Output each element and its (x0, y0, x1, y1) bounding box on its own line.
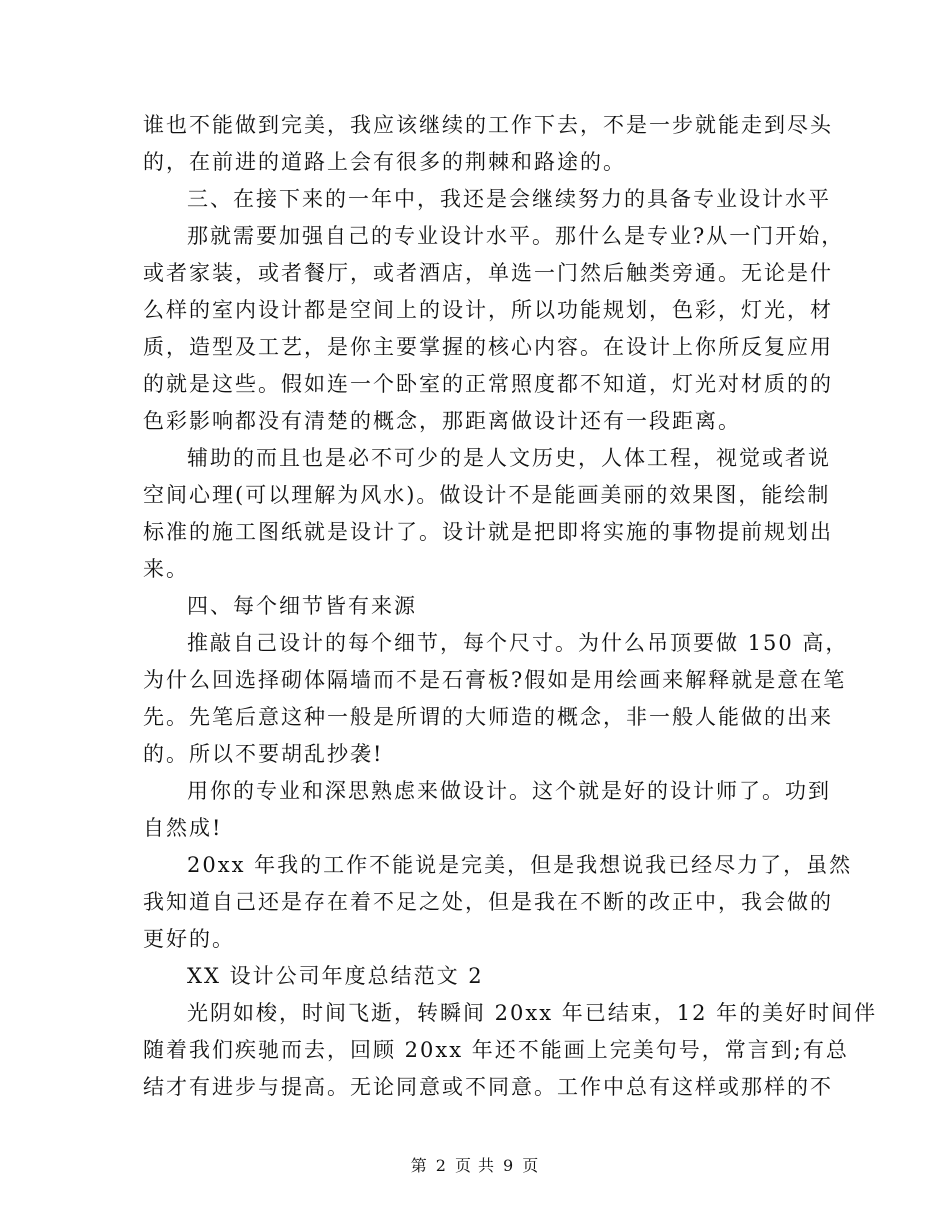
text-line: 为什么回选择砌体隔墙而不是石膏板?假如是用绘画来解释就是意在笔 (143, 668, 847, 692)
text-line: 谁也不能做到完美，我应该继续的工作下去，不是一步就能走到尽头 (143, 113, 833, 137)
paragraph-6 (143, 847, 853, 958)
text-line: 三、在接下来的一年中，我还是会继续努力的具备专业设计水平 (187, 187, 831, 211)
text-line: 先。先笔后意这种一般是所谓的大师造的概念，非一般人能做的出来 (143, 705, 833, 729)
footer-prefix: 第 (410, 1156, 428, 1175)
paragraph-1 (143, 107, 833, 181)
text-line: 的。所以不要胡乱抄袭! (143, 742, 384, 766)
article-title (143, 958, 810, 995)
text-line: 更好的。 (143, 927, 235, 951)
text-line: 自然成! (143, 816, 223, 840)
paragraph-2 (143, 218, 845, 440)
text-line: 质，造型及工艺，是你主要掌握的核心内容。在设计上你所反复应用 (143, 335, 833, 359)
paragraph-5 (143, 773, 831, 847)
document-body (143, 107, 878, 1106)
text-line: 的，在前进的道路上会有很多的荆棘和路途的。 (143, 150, 626, 174)
text-line: 结才有进步与提高。无论同意或不同意。工作中总有这样或那样的不 (143, 1075, 833, 1099)
text-line: 推敲自己设计的每个细节，每个尺寸。为什么吊顶要做 150 高， (187, 631, 849, 655)
text-line: 20xx 年我的工作不能说是完美，但是我想说我已经尽力了，虽然 (187, 853, 853, 877)
paragraph-4 (143, 625, 849, 773)
text-line: 我知道自己还是存在着不足之处，但是我在不断的改正中，我会做的 (143, 890, 833, 914)
text-line: 来。 (143, 557, 189, 581)
text-line: XX 设计公司年度总结范文 2 (187, 964, 484, 988)
section-heading-3 (143, 181, 831, 218)
paragraph-3 (143, 440, 833, 588)
section-heading-4 (143, 588, 810, 625)
text-line: 么样的室内设计都是空间上的设计，所以功能规划，色彩，灯光，材 (143, 298, 833, 322)
current-page-number: 2 (435, 1156, 447, 1175)
footer-suffix: 页 (522, 1156, 540, 1175)
text-line: 或者家装，或者餐厅，或者酒店，单选一门然后触类旁通。无论是什 (143, 261, 833, 285)
paragraph-7 (143, 995, 878, 1106)
text-line: 空间心理(可以理解为风水)。做设计不是能画美丽的效果图，能绘制 (143, 483, 831, 507)
total-page-count: 9 (503, 1156, 515, 1175)
text-line: 光阴如梭，时间飞逝，转瞬间 20xx 年已结束，12 年的美好时间伴 (187, 1001, 878, 1025)
text-line: 那就需要加强自己的专业设计水平。那什么是专业?从一门开始， (187, 224, 845, 248)
text-line: 标准的施工图纸就是设计了。设计就是把即将实施的事物提前规划出 (143, 520, 833, 544)
text-line: 四、每个细节皆有来源 (187, 594, 417, 618)
text-line: 色彩影响都没有清楚的概念，那距离做设计还有一段距离。 (143, 409, 741, 433)
text-line: 的就是这些。假如连一个卧室的正常照度都不知道，灯光对材质的的 (143, 372, 833, 396)
text-line: 用你的专业和深思熟虑来做设计。这个就是好的设计师了。功到 (187, 779, 831, 803)
footer-middle: 页 共 (454, 1156, 496, 1175)
text-line: 辅助的而且也是必不可少的是人文历史，人体工程，视觉或者说 (187, 446, 831, 470)
page-footer (0, 1153, 950, 1176)
text-line: 随着我们疾驰而去，回顾 20xx 年还不能画上完美句号，常言到;有总 (143, 1038, 849, 1062)
